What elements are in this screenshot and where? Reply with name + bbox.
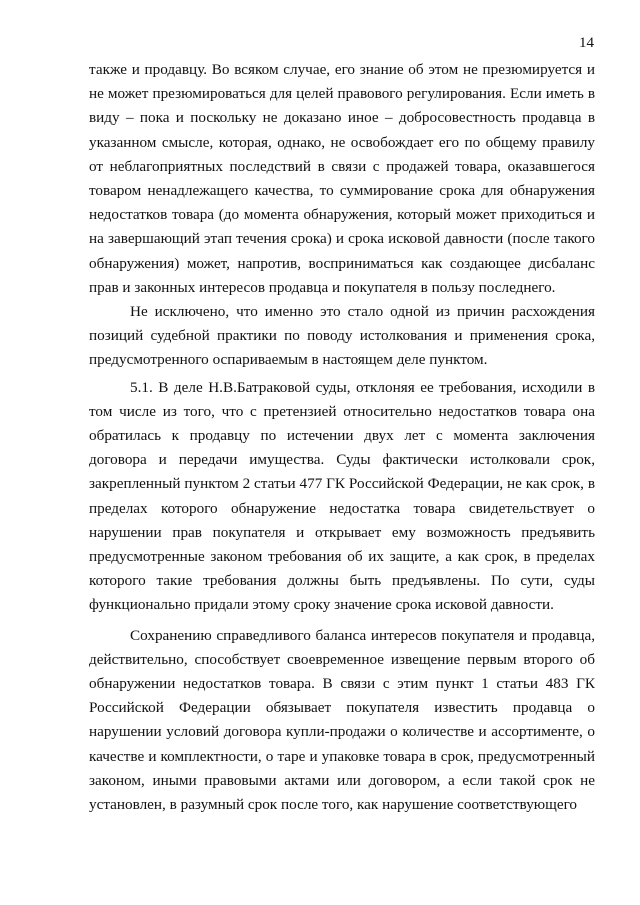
- paragraph: Не исключено, что именно это стало одной из причин расхождения позиций судебной практики по поводу истолкования и применения срока, предусмотренного оспариваемым в настоящем деле пунктом.: [89, 303, 595, 369]
- paragraph-continuation: также и продавцу. Во всяком случае, его знание об этом не презюмируется и не может презюмироваться для целей правового регулирования. Если иметь в виду – пока и поскольку не доказано иное – добросовестность продавца в указанном смысле, которая, однако, не освобождает его по общему правилу от неблагоприятных последствий в связи с продажей товара, оказавшегося товаром ненадлежащего качества, то суммирование срока для обнаружения недостатков товара (до момента обнаружения, который может приходиться и на завершающий этап течения срока) и срока исковой давности (после такого обнаружения) может, напротив, восприниматься как создающее дисбаланс прав и законных интересов продавца и покупателя в пользу последнего.: [89, 61, 595, 296]
- paragraph: Сохранению справедливого баланса интересов покупателя и продавца, действительно, способствует своевременное извещение первым второго об обнаружении недостатков товара. В связи с этим пункт 1 статьи 483 ГК Российской Федерации обязывает покупателя известить продавца о нарушении условий договора купли-продажи о количестве и ассортименте, о качестве и комплектности, о таре и упаковке товара в срок, предусмотренный законом, иными правовыми актами или договором, а если такой срок не установлен, в разумный срок после того, как нарушение соответствующего: [89, 626, 595, 814]
- document-body: [89, 58, 595, 817]
- page-number: 14: [579, 35, 594, 51]
- paragraph-section-5-1: 5.1. В деле Н.В.Батраковой суды, отклоняя ее требования, исходили в том числе из того, что с претензией относительно недостатков товара она обратилась к продавцу по истечении двух лет с момента заключения договора и передачи имущества. Суды фактически истолковали срок, закрепленный пунктом 2 статьи 477 ГК Российской Федерации, не как срок, в пределах которого обнаружение недостатка товара свидетельствует о нарушении прав покупателя и открывает ему возможность предъявить предусмотренные законом требования об их защите, а как срок, в пределах которого такие требования должны быть предъявлены. По сути, суды функционально придали этому сроку значение срока исковой давности.: [89, 378, 595, 614]
